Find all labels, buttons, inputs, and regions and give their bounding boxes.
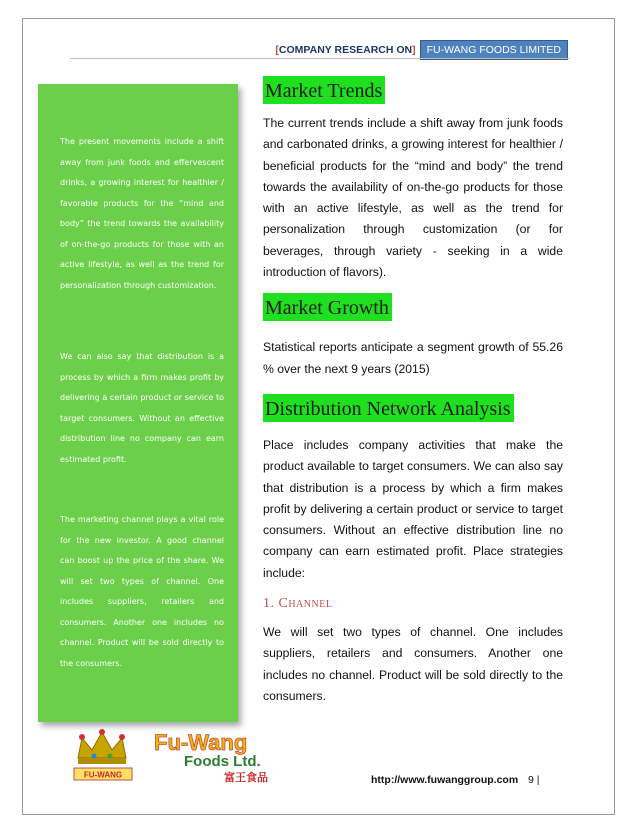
sidebar-paragraph-3: The marketing channel plays a vital role for the new investor. A good channel can boost up the price of the share. We will set two types of channel. One includes suppliers, retailers and consumers. Another one includes no channel. Product will be sold directly to the consumers. [60, 515, 224, 668]
sidebar-box [38, 84, 238, 722]
footer-url-link[interactable]: http://www.fuwanggroup.com [371, 774, 519, 786]
main-content [263, 76, 563, 707]
fu-wang-logo [72, 728, 340, 784]
logo-foods-ltd: Foods Ltd. [184, 753, 261, 770]
market-growth-heading: Market Growth [263, 293, 392, 321]
footer-page-number: 9 | [528, 774, 540, 786]
distribution-heading: Distribution Network Analysis [263, 394, 514, 422]
header-rule [70, 58, 570, 59]
logo-brand-name: Fu-Wang [154, 730, 248, 755]
header-company-research: [COMPANY RESEARCH ON] [275, 44, 416, 56]
market-trends-heading: Market Trends [263, 76, 385, 104]
market-trends-body: The current trends include a shift away from junk foods and carbonated drinks, a growing interest for healthier / beneficial products for the “mind and body” the trend towards the availability of on-the-go products for those with an active lifestyle, as well as the trend for personalization through customization (or for beverages, through variety - seeking in a wide introduction of flavors). [263, 116, 563, 280]
section-market-trends [263, 76, 563, 283]
section-market-growth [263, 293, 563, 380]
header-company-name: FU-WANG FOODS LIMITED [420, 40, 568, 60]
distribution-body: Place includes company activities that make the product available to target consumers. We can also say that distribution is a process by which a firm makes profit by delivering a certain product or service to target consumers. Without an effective distribution line no company can earn estimated profit. Place strategies include: [263, 437, 563, 580]
market-growth-body: Statistical reports anticipate a segment growth of 55.26 % over the next 9 years (2015) [263, 340, 563, 376]
crown-icon [78, 729, 126, 764]
channel-subheading: 1. Channel [263, 596, 333, 612]
channel-body: We will set two types of channel. One includes suppliers, retailers and consumers. Another one includes no channel. Product will be sold directly to the consumers. [263, 625, 563, 703]
page-header [271, 40, 568, 60]
sidebar-paragraph-2: We can also say that distribution is a process by which a firm makes profit by delivering a certain product or service to target consumers. Without an effective distribution line no company can earn estimated profit. [60, 352, 224, 464]
section-distribution [263, 394, 563, 584]
logo-chinese-name: 富王食品 [224, 771, 268, 784]
section-channel [263, 594, 563, 707]
sidebar-paragraph-1: The present movements include a shift away from junk foods and effervescent drinks, a growing interest for healthier / favorable products for the “mind and body” the trend towards the availability of on-the-go products for those with an active lifestyle, as well as the trend for personalization through customization. [60, 137, 224, 290]
logo-badge-text: FU-WANG [83, 770, 123, 780]
